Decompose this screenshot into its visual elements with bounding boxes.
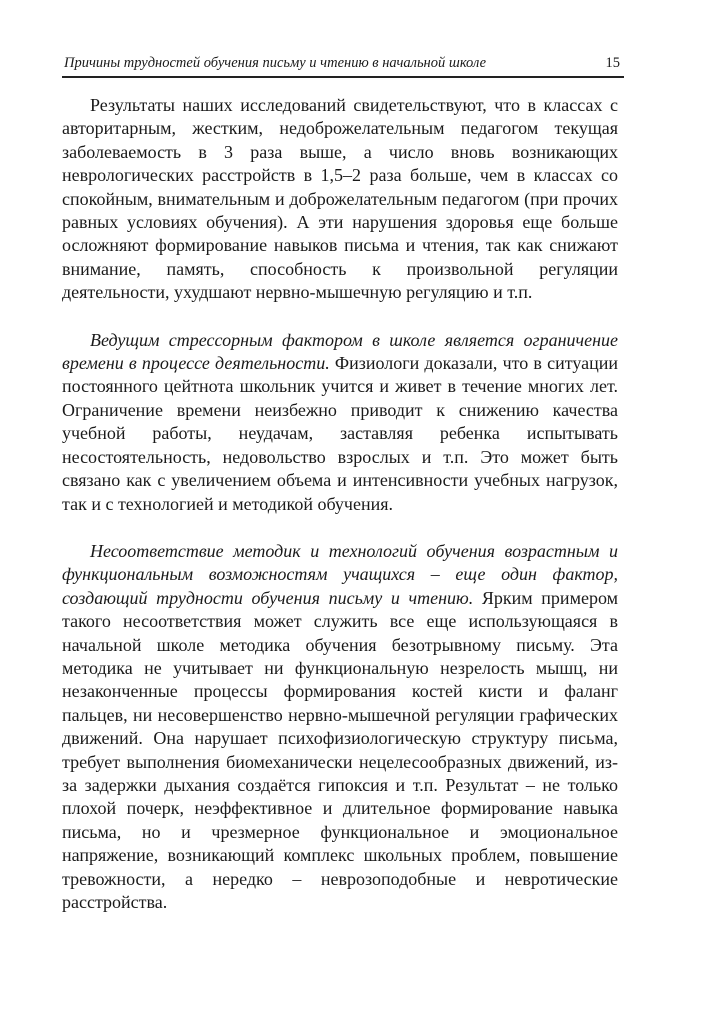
paragraph-2-italic-lead: Ведущим стрессорным фактором в школе является ограничение времени в процессе деятельности.: [62, 329, 618, 374]
page-number: 15: [605, 55, 620, 71]
paragraph-2: [62, 329, 618, 516]
running-header-title: Причины трудностей обучения письму и чтению в начальной школе: [64, 55, 487, 71]
paragraph-3-italic-lead: Несоответствие методик и технологий обучения возрастным и функциональным возможностям учащихся – еще один фактор, создающий трудности обучения письму и чтению.: [62, 540, 618, 608]
paragraph-2-text: Физиологи доказали, что в ситуации постоянного цейтнота школьник учится и живет в течение многих лет. Ограничение времени неизбежно приводит к снижению качества учебной работы, неудачам, заставляя ребенка испытывать несостоятельность, недовольство взрослых и т.п. Это может быть связано как с увеличением объема и интенсивности учебных нагрузок, так и с технологией и методикой обучения.: [62, 353, 618, 514]
paragraph-3: [62, 540, 618, 915]
running-header: [62, 52, 624, 78]
paragraph-1: [62, 94, 618, 305]
paragraph-3-text: Ярким примером такого несоответствия может служить все еще использующаяся в начальной школе методика обучения безотрывному письму. Эта методика не учитывает ни функциональную незрелость мышц, ни незаконченные процессы формирования костей кисти и фаланг пальцев, ни несовершенство нервно-мышечной регуляции графических движений. Она нарушает психофизиологическую структуру письма, требует выполнения биомеханически нецелесообразных движений, из-за задержки дыхания создаётся гипоксия и т.п. Результат – не только плохой почерк, неэффективное и длительное формирование навыка письма, но и чрезмерное функциональное и эмоциональное напряжение, возникающий комплекс школьных проблем, повышение тревожности, а нередко – неврозоподобные и невротические расстройства.: [62, 587, 618, 912]
paragraph-1-text: Результаты наших исследований свидетельствуют, что в классах с авторитарным, жестким, недоброжелательным педагогом текущая заболеваемость в 3 раза выше, а число вновь возникающих неврологических расстройств в 1,5–2 раза больше, чем в классах со спокойным, внимательным и доброжелательным педагогом (при прочих равных условиях обучения). А эти нарушения здоровья еще больше осложняют формирование навыков письма и чтения, так как снижают внимание, память, способность к произвольной регуляции деятельности, ухудшают нервно-мышечную регуляцию и т.п.: [62, 95, 618, 303]
body-text: [62, 94, 618, 938]
